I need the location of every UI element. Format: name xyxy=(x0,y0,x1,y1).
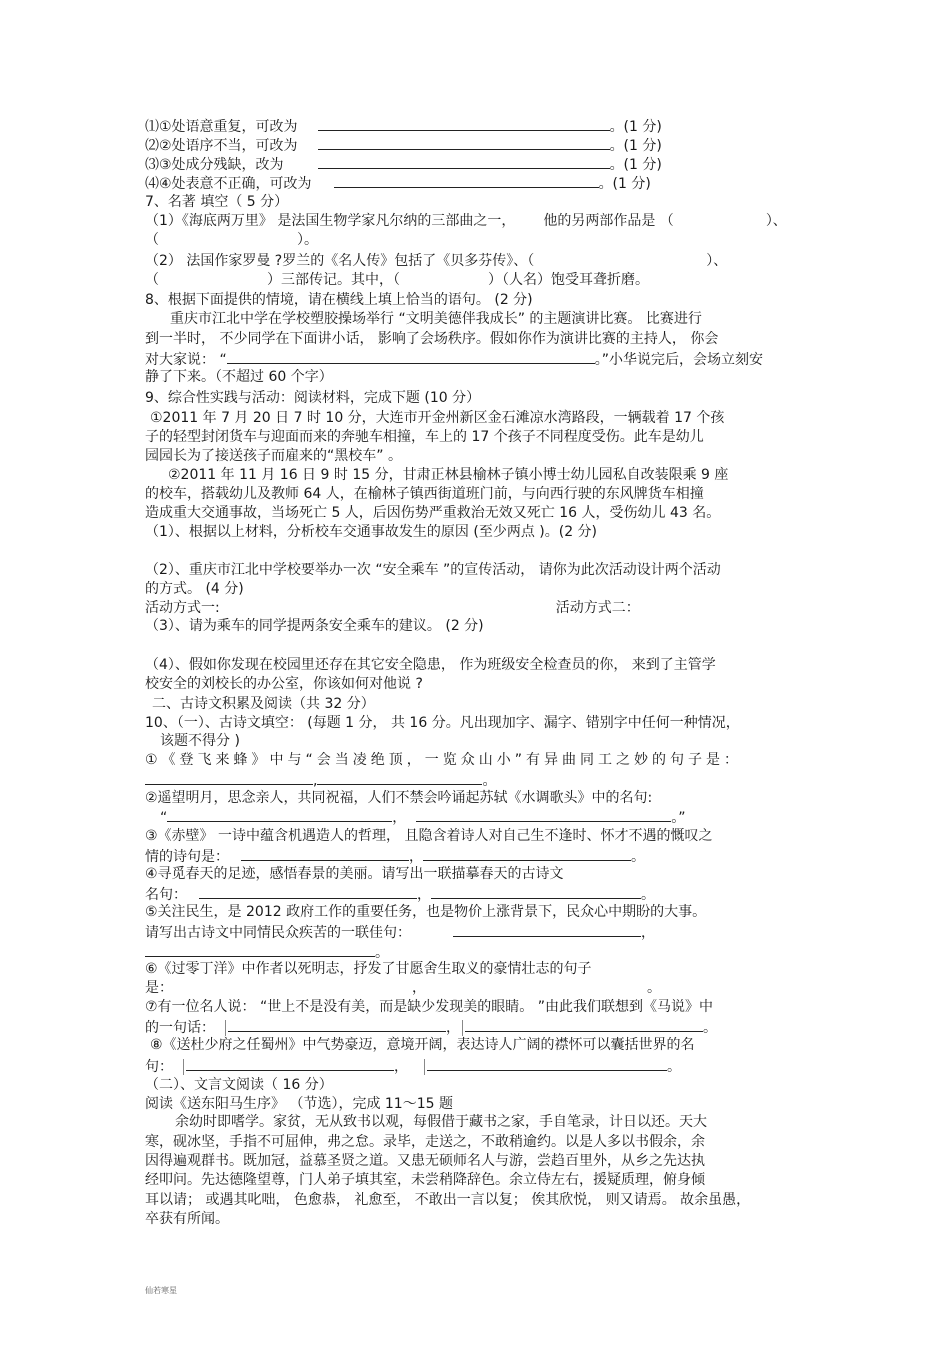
text: 的一句话： xyxy=(145,1020,215,1036)
question-9-2: （2）、重庆市江北中学校要举办一次 “安全乘车 ”的宣传活动， 请你为此次活动设计两个活动 xyxy=(145,562,721,578)
text: 。 xyxy=(375,945,389,961)
score-text: 。(1 分) xyxy=(598,176,651,192)
text: 请写出古诗文中同情民众疾苦的一联佳句： xyxy=(145,925,411,941)
answer-blank[interactable] xyxy=(228,1018,446,1032)
paragraph-line: 子的轻型封闭货车与迎面而来的奔驰车相撞，车上的 17 个孩子不同程度受伤。此车是幼儿 xyxy=(145,429,704,445)
paragraph-line: 该题不得分 ) xyxy=(160,733,240,749)
divider xyxy=(424,1059,425,1075)
poem-question-2: ②遥望明月，思念亲人，共同祝福，人们不禁会吟诵起苏轼《水调歌头》中的名句: xyxy=(145,790,653,806)
text: , xyxy=(313,773,318,789)
text: 句： xyxy=(145,1059,173,1075)
paragraph-line: 重庆市江北中学在学校塑胶操场举行 “文明美德伴我成长” 的主题演讲比赛。 比赛进行 xyxy=(170,311,702,327)
paragraph-line: 的校车，搭载幼儿及教师 64 人，在榆林子镇西街道班门前，与向西行驶的东风牌货车相撞 xyxy=(145,486,704,502)
text: 。”小华说完后，会场立刻安 xyxy=(594,352,763,368)
answer-blank[interactable] xyxy=(317,771,482,785)
text: ）。 xyxy=(297,232,318,248)
text: ）三部传记。其中，（ xyxy=(267,272,400,288)
answer-blank[interactable] xyxy=(318,136,610,150)
question-7-2 xyxy=(145,253,727,270)
poem-answer-5-cont xyxy=(145,943,389,962)
poem-answer-8 xyxy=(145,1057,681,1076)
answer-blank[interactable] xyxy=(318,117,610,131)
divider xyxy=(462,1020,463,1036)
question-8-heading: 8、根据下面提供的情境，请在横线上填上恰当的语句。 (2 分) xyxy=(145,292,533,308)
paragraph-line: 到一半时， 不少同学在下面讲小话， 影响了会场秩序。假如你作为演讲比赛的主持人， 你会 xyxy=(145,331,719,347)
answer-blank[interactable] xyxy=(423,847,631,861)
text: 。 xyxy=(647,980,661,996)
text: 。 xyxy=(703,1020,717,1036)
paragraph-line: 校安全的刘校长的办公室，你该如何对他说 ? xyxy=(145,676,423,692)
poem-question-1: ①《登飞来蜂》中与“会当凌绝顶，一览众山小”有异曲同工之妙的句子是： xyxy=(145,752,743,768)
answer-blank[interactable] xyxy=(431,885,641,899)
passage-line: 因得遍观群书。既加冠，益慕圣贤之道。又患无硕师名人与游，尝趋百里外，从乡之先达执 xyxy=(145,1153,705,1169)
question-text: ⑴①处语意重复，可改为 xyxy=(145,119,298,135)
question-10-heading: 10、（一）、古诗文填空： (每题 1 分， 共 16 分。凡出现加字、漏字、错别字中任何一种情况， xyxy=(145,715,740,731)
text: 活动方式二： xyxy=(555,600,640,616)
question-text: ⑵②处语序不当，可改为 xyxy=(145,138,298,154)
paragraph-line: 造成重大交通事故，当场死亡 5 人，后因伤势严重救治无效又死亡 16 人，受伤幼儿 43 名。 xyxy=(145,505,721,521)
text: （1）《海底两万里》 是法国生物学家凡尔纳的三部曲之一， xyxy=(145,213,516,229)
question-9-4: （4）、假如你发现在校园里还存在其它安全隐患， 作为班级安全检查员的你， 来到了主管学 xyxy=(145,657,716,673)
text: 活动方式一: xyxy=(145,600,220,616)
text: 。” xyxy=(671,810,686,826)
answer-blank[interactable] xyxy=(145,943,375,957)
answer-line-4 xyxy=(145,174,651,193)
poem-answer-6 xyxy=(145,980,661,997)
answer-blank[interactable] xyxy=(241,847,409,861)
question-9-1: （1）、根据以上材料，分析校车交通事故发生的原因 (至少两点 )。(2 分) xyxy=(145,524,598,540)
text: （ xyxy=(145,232,159,248)
answer-blank[interactable] xyxy=(199,885,417,899)
question-7-1-cont xyxy=(145,232,318,249)
poem-answer-7 xyxy=(145,1018,717,1037)
answer-line-3 xyxy=(145,155,662,174)
paragraph-line: ①2011 年 7 月 20 日 7 时 10 分，大连市开金州新区金石滩凉水湾路段，一辆载着 17 个孩 xyxy=(150,410,725,426)
poem-answer-1 xyxy=(145,771,496,790)
poem-question-4: ④寻觅春天的足迹，感悟春景的美丽。请写出一联描摹春天的古诗文 xyxy=(145,866,564,882)
footer-watermark: 仙若寒星 xyxy=(145,1286,177,1295)
section-heading: （二）、文言文阅读（ 16 分） xyxy=(145,1077,333,1093)
text: 情的诗句是： xyxy=(145,849,229,865)
paragraph-line: 园园长为了接送孩子而雇来的“黑校车” 。 xyxy=(145,448,402,464)
answer-blank[interactable] xyxy=(167,808,392,822)
paragraph-line: 静了下来。（不超过 60 个字） xyxy=(145,369,333,385)
answer-blank[interactable] xyxy=(334,174,599,188)
answer-blank[interactable] xyxy=(453,923,641,937)
paragraph-line: ②2011 年 11 月 16 日 9 时 15 分，甘肃正林县榆林子镇小博士幼儿园私自改装限乘 9 座 xyxy=(168,467,729,483)
question-8-answer xyxy=(145,350,763,369)
question-9-3: （3）、请为乘车的同学提两条安全乘车的建议。 (2 分) xyxy=(145,618,484,634)
question-7-heading: 7、名著 填空（ 5 分） xyxy=(145,194,289,210)
poem-question-7: ⑦有一位名人说： “世上不是没有美，而是缺少发现美的眼睛。 ”由此我们联想到《马说》中 xyxy=(145,999,713,1015)
text: 他的另两部作品是 （ xyxy=(543,213,674,229)
passage-line: 余幼时即嗜学。家贫，无从致书以观，每假借于藏书之家，手自笔录，计日以还。天大 xyxy=(175,1114,707,1130)
text: 。 xyxy=(667,1059,681,1075)
text: 。 xyxy=(641,887,655,903)
poem-answer-3 xyxy=(145,847,645,866)
divider xyxy=(225,1020,226,1036)
text: 是： xyxy=(145,980,166,996)
text: ）（人名）饱受耳聋折磨。 xyxy=(488,272,649,288)
text: ， xyxy=(641,925,655,941)
passage-line: 耳以请； 或遇其叱咄， 色愈恭， 礼愈至， 不敢出一言以复； 俟其欣悦， 则又请焉。 故余虽愚， xyxy=(145,1192,751,1208)
poem-question-6: ⑥《过零丁洋》中作者以死明志，抒发了甘愿舍生取义的豪情壮志的句子 xyxy=(145,961,592,977)
text: 。 xyxy=(631,849,645,865)
text: （2） 法国作家罗曼 ?罗兰的《名人传》包括了《贝多芬传》、（ xyxy=(145,253,535,269)
question-7-2-cont xyxy=(145,272,649,289)
score-text: 。(1 分) xyxy=(609,119,662,135)
answer-blank[interactable] xyxy=(465,1018,703,1032)
question-7-1 xyxy=(145,213,787,230)
passage-line: 经叩问。先达德隆望尊，门人弟子填其室，未尝稍降辞色。余立侍左右，援疑质理，俯身倾 xyxy=(145,1172,705,1188)
score-text: 。(1 分) xyxy=(609,157,662,173)
answer-blank[interactable] xyxy=(318,155,610,169)
text: （ xyxy=(145,272,159,288)
text: 对大家说： “ xyxy=(145,352,227,368)
passage-line: 卒获有所闻。 xyxy=(145,1211,229,1227)
poem-answer-5 xyxy=(145,923,655,942)
activity-methods xyxy=(145,600,640,617)
question-9-heading: 9、综合性实践与活动：阅读材料，完成下题 (10 分） xyxy=(145,390,481,406)
answer-line-2 xyxy=(145,136,662,155)
poem-question-3: ③《赤壁》 一诗中蕴含机遇造人的哲理， 且隐含着诗人对自己生不逢时、怀才不遇的慨叹之 xyxy=(145,828,713,844)
text: “ xyxy=(160,810,168,826)
answer-line-1 xyxy=(145,117,662,136)
text: ， xyxy=(409,849,423,865)
text: 。 xyxy=(482,773,497,789)
answer-blank[interactable] xyxy=(186,1057,394,1071)
text: ， xyxy=(446,1020,460,1036)
text: 名句： xyxy=(145,887,187,903)
score-text: 。(1 分) xyxy=(609,138,662,154)
divider xyxy=(183,1059,184,1075)
text: ， xyxy=(412,980,419,996)
paragraph-line: 的方式。 (4 分) xyxy=(145,581,244,597)
answer-blank[interactable] xyxy=(416,808,671,822)
poem-question-5: ⑤关注民生，是 2012 政府工作的重要任务，也是物价上涨背景下，民众心中期盼的大事。 xyxy=(145,904,707,920)
text: ， xyxy=(417,887,431,903)
passage-line: 寒，砚冰坚，手指不可屈伸，弗之怠。录毕，走送之，不敢稍逾约。以是人多以书假余，余 xyxy=(145,1134,705,1150)
poem-question-8: ⑧《送杜少府之任蜀州》中气势豪迈，意境开阔，表达诗人广阔的襟怀可以囊括世界的名 xyxy=(150,1037,695,1053)
answer-blank[interactable] xyxy=(427,1057,667,1071)
answer-blank[interactable] xyxy=(227,350,595,364)
text: ， xyxy=(394,1059,408,1075)
question-text: ⑷④处表意不正确，可改为 xyxy=(145,176,312,192)
question-text: ⑶③处成分残缺，改为 xyxy=(145,157,284,173)
text: ， xyxy=(392,810,407,826)
section-2-heading: 二、古诗文积累及阅读（共 32 分） xyxy=(152,696,375,712)
text: ）、 xyxy=(706,253,728,269)
reading-instructions: 阅读《送东阳马生序》 （节选），完成 11～15 题 xyxy=(145,1096,453,1112)
poem-answer-4 xyxy=(145,885,655,904)
answer-blank[interactable] xyxy=(145,771,313,785)
poem-answer-2 xyxy=(160,808,686,827)
text: ）、 xyxy=(765,213,787,229)
